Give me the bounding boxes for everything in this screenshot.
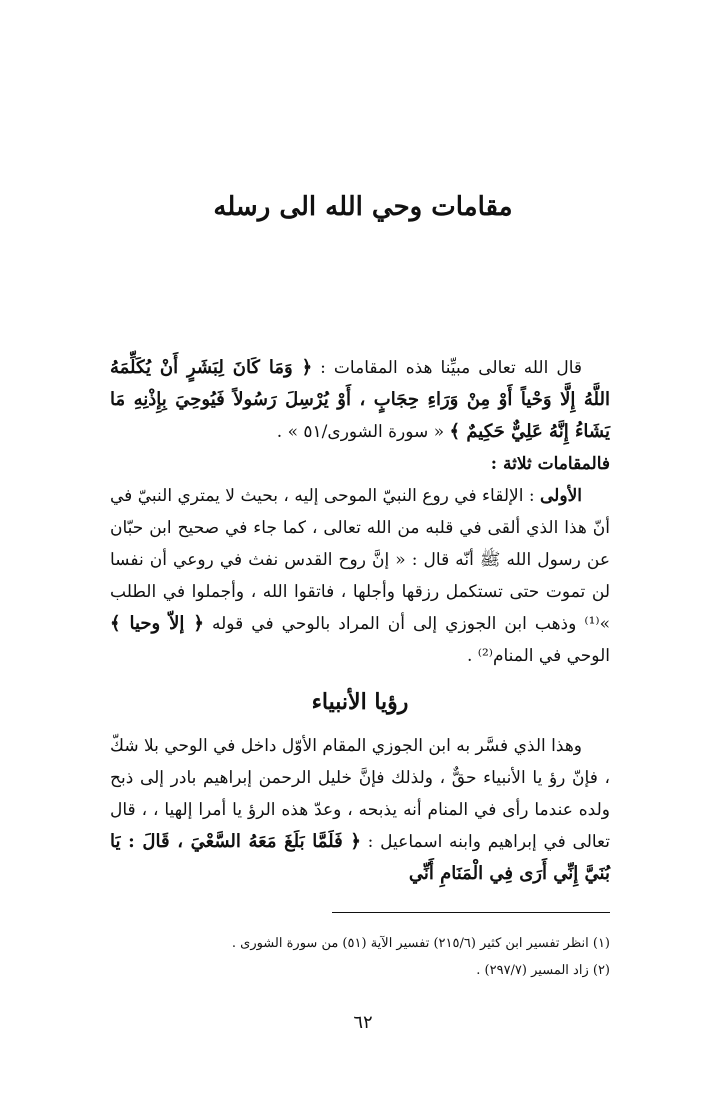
footnote-1: (١) انظر تفسير ابن كثير (٢١٥/٦) تفسير الآية (٥١) من سورة الشورى .: [231, 936, 610, 951]
footnotes: [110, 930, 610, 984]
first-station-paragraph: [110, 480, 610, 672]
footnote-2: (٢) زاد المسير (٢٩٧/٧) .: [476, 963, 610, 978]
footnote-divider: [332, 912, 610, 913]
page-number: ٦٢: [353, 1012, 373, 1033]
intro-paragraph: [110, 352, 610, 448]
section-title: رؤيا الأنبياء: [311, 689, 409, 715]
intro-lead: قال الله تعالى مبيِّنا هذه المقامات :: [320, 358, 583, 378]
first-station-tail: الوحي في المنام⁽²⁾ .: [466, 646, 610, 666]
dreams-paragraph: [110, 730, 610, 890]
dreams-text: وهذا الذي فسَّر به ابن الجوزي المقام الأوّل داخل في الوحي بلا شكّ ، فإنّ رؤ يا الأنبياء حقٌّ ، ولذلك فإنَّ خليل الرحمن إبراهيم بادر إلى ذبح ولده عندما رأى في المنام أنه يذبحه ، وعدّ هذه الرؤ يا أمرا إلهيا ، ، قال تعالى في إبراهيم وابنه اسماعيل :: [110, 736, 610, 852]
subheading: فالمقامات ثلاثة :: [490, 454, 610, 474]
body-text: [110, 352, 610, 890]
dreams-quran: ﴿ فَلَمَّا بَلَغَ مَعَهُ السَّعْيَ ، قَالَ : يَا بُنَيَّ إِنِّي أَرَى فِي الْمَنَامِ أَنِّي: [110, 831, 610, 884]
inline-quran: ﴿ إلاّ وحيا ﴾: [110, 613, 204, 634]
first-station-lead: الأولى: [540, 486, 582, 506]
quran-verse: ﴿ وَمَا كَانَ لِبَشَرٍ أَنْ يُكَلِّمَهُ اللَّهُ إِلَّا وَحْياً أَوْ مِنْ وَرَاءِ حِجَابٍ ، أَوْ يُرْسِلَ رَسُولاً فَيُوحِيَ بِإِذْنِهِ مَا يَشَاءُ إِنَّهُ عَلِيٌّ حَكِيمٌ ﴾: [110, 357, 610, 442]
verse-reference: « سورة الشورى/٥١ » .: [276, 422, 445, 442]
first-station-text: : الإلقاء في روع النبيّ الموحى إليه ، بحيث لا يمتري النبيّ في أنّ هذا الذي ألقى في قلبه من الله تعالى ، كما جاء في صحيح ابن حبّان عن رسول الله ﷺ أنّه قال : « إنَّ روح القدس نفث في روعي أن نفسا لن تموت حتى تستكمل رزقها وأجلها ، فاتقوا الله ، وأجملوا في الطلب »⁽¹⁾ وذهب ابن الجوزي إلى أن المراد بالوحي في قوله: [110, 486, 610, 634]
chapter-title: مقامات وحي الله الى رسله: [213, 192, 513, 222]
